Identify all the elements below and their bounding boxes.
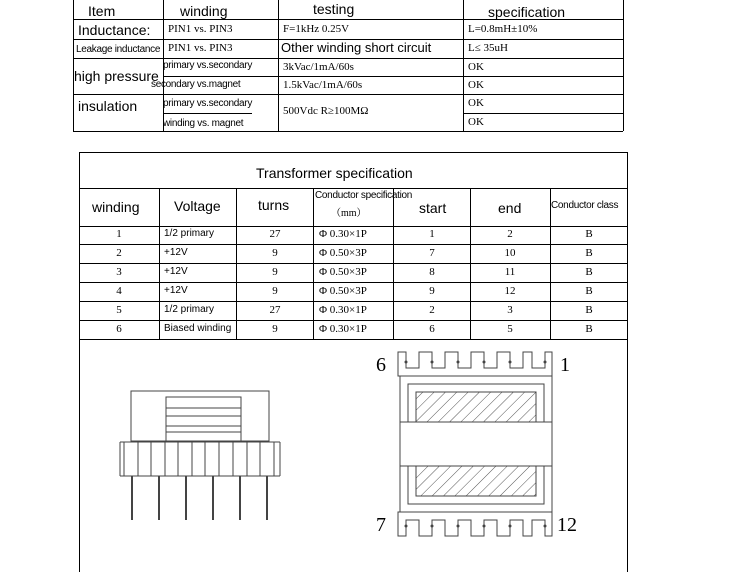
col-header-turns: turns: [258, 197, 290, 213]
col-header-conductor: Conductor specification: [315, 190, 413, 201]
spec-cell: L=0.8mH±10%: [468, 23, 538, 35]
spec-cell-winding: 5: [116, 304, 122, 316]
spec-cell-voltage: +12V: [164, 247, 188, 258]
side-view-drawing: [120, 391, 280, 520]
spec-cell-end: 11: [504, 266, 516, 278]
spec-table-title: Transformer specification: [256, 165, 413, 181]
spec-cell-winding: 2: [116, 247, 122, 259]
spec-cell-conductor: Φ 0.50×3P: [319, 285, 367, 297]
winding-cell: PIN1 vs. PIN3: [168, 42, 233, 54]
pin-label-6: 6: [376, 354, 386, 376]
header-winding: winding: [180, 3, 228, 19]
spec-cell-start: 7: [429, 247, 435, 259]
spec-cell-turns: 27: [269, 228, 281, 240]
pin-leads: [132, 476, 267, 520]
winding-cell: winding vs. magnet: [163, 118, 244, 129]
spec-cell-voltage: +12V: [164, 266, 188, 277]
col-header-start: start: [419, 200, 447, 216]
header-testing: testing: [313, 1, 355, 17]
item-insulation: insulation: [78, 98, 138, 114]
spec-cell-voltage: +12V: [164, 285, 188, 296]
spec-cell-voltage: 1/2 primary: [164, 304, 215, 315]
spec-cell-end: 12: [504, 285, 516, 297]
header-specification: specification: [488, 4, 566, 20]
spec-cell-class: B: [585, 247, 593, 259]
spec-cell-winding: 1: [116, 228, 122, 240]
winding-upper: [416, 392, 536, 422]
spec-cell-turns: 9: [272, 323, 278, 335]
winding-cell: PIN1 vs. PIN3: [168, 23, 233, 35]
spec-cell-conductor: Φ 0.30×1P: [319, 228, 367, 240]
spec-cell-end: 3: [507, 304, 513, 316]
spec-cell-end: 10: [504, 247, 516, 259]
spec-cell-start: 2: [429, 304, 435, 316]
spec-cell: OK: [468, 116, 484, 128]
spec-cell-winding: 3: [116, 266, 122, 278]
bottom-view-drawing: [398, 352, 552, 536]
item-leakage: Leakage inductance: [76, 44, 161, 55]
testing-cell: 3kVac/1mA/60s: [283, 61, 354, 73]
col-header-conductor-class: Conductor class: [551, 200, 619, 211]
spec-cell-turns: 9: [272, 285, 278, 297]
spec-cell-turns: 9: [272, 247, 278, 259]
spec-cell-turns: 27: [269, 304, 281, 316]
item-high-pressure: high pressure: [74, 68, 159, 84]
spec-cell-start: 8: [429, 266, 435, 278]
spec-cell-winding: 4: [116, 285, 122, 297]
spec-cell-end: 5: [507, 323, 513, 335]
spec-cell-start: 9: [429, 285, 435, 297]
spec-cell-class: B: [585, 285, 593, 297]
spec-cell-conductor: Φ 0.50×3P: [319, 247, 367, 259]
winding-cell: primary vs.secondary: [163, 98, 253, 109]
spec-cell-conductor: Φ 0.30×1P: [319, 323, 367, 335]
spec-cell-class: B: [585, 228, 593, 240]
spec-cell: OK: [468, 97, 484, 109]
testing-cell: Other winding short circuit: [281, 40, 432, 55]
pin-label-12: 12: [557, 514, 577, 536]
testing-cell: 500Vdc R≥100MΩ: [283, 105, 369, 117]
spec-cell-class: B: [585, 266, 593, 278]
spec-cell: OK: [468, 79, 484, 91]
col-header-end: end: [498, 200, 522, 216]
testing-cell: 1.5kVac/1mA/60s: [283, 79, 363, 91]
col-header-voltage: Voltage: [174, 198, 221, 214]
testing-cell: F=1kHz 0.25V: [283, 23, 350, 35]
centre-core: [400, 422, 552, 466]
spec-cell-conductor: Φ 0.30×1P: [319, 304, 367, 316]
winding-lower: [416, 466, 536, 496]
spec-cell-end: 2: [507, 228, 513, 240]
spec-cell: OK: [468, 61, 484, 73]
col-header-conductor-unit: （mm）: [331, 208, 367, 219]
winding-cell: secondary vs.magnet: [151, 79, 241, 90]
spec-cell-start: 1: [429, 228, 435, 240]
col-header-winding: winding: [92, 199, 140, 215]
spec-cell-turns: 9: [272, 266, 278, 278]
spec-cell: L≤ 35uH: [468, 42, 508, 54]
spec-cell-class: B: [585, 323, 593, 335]
spec-cell-start: 6: [429, 323, 435, 335]
item-inductance: Inductance:: [78, 22, 151, 38]
spec-cell-conductor: Φ 0.50×3P: [319, 266, 367, 278]
pin-label-1: 1: [560, 354, 570, 376]
spec-cell-winding: 6: [116, 323, 122, 335]
spec-cell-class: B: [585, 304, 593, 316]
pin-label-7: 7: [376, 514, 386, 536]
winding-cell: primary vs.secondary: [163, 60, 253, 71]
header-item: Item: [88, 3, 116, 19]
spec-cell-voltage: Biased winding: [164, 323, 232, 334]
spec-cell-voltage: 1/2 primary: [164, 228, 215, 239]
